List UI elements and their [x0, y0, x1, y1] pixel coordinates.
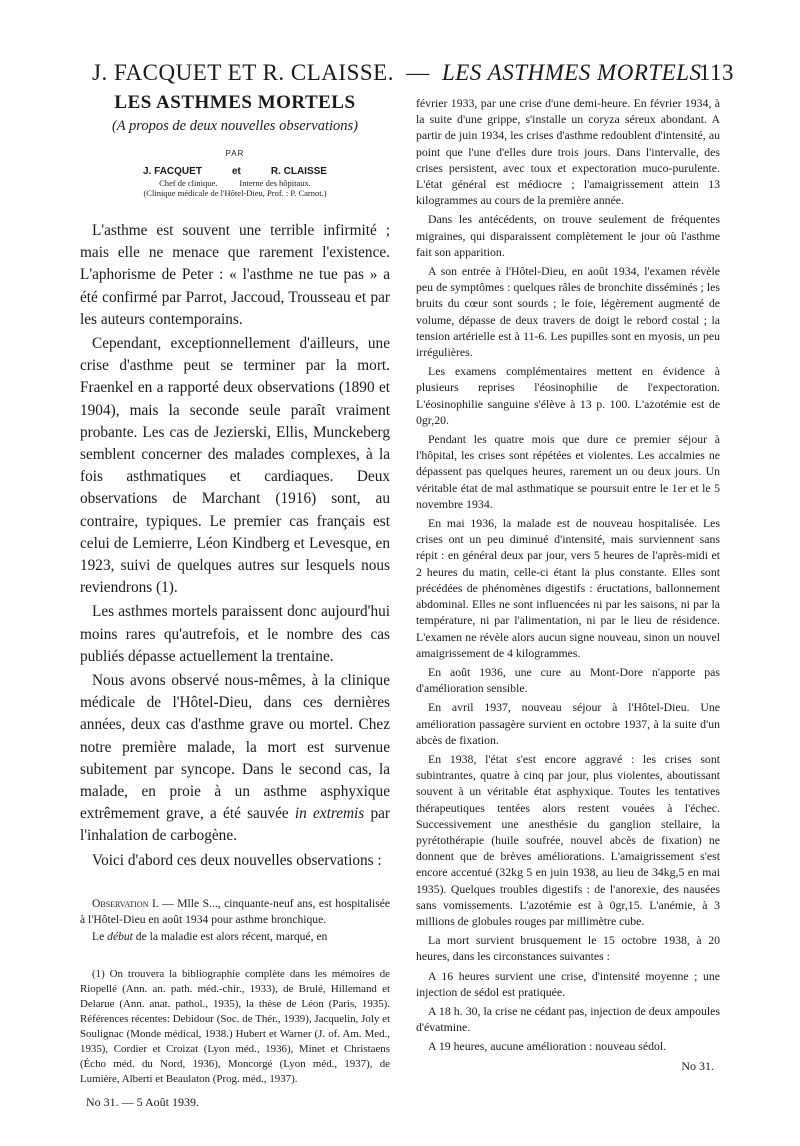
in-extremis-italic: in extremis [294, 805, 365, 823]
article-subtitle: (A propos de deux nouvelles observations) [111, 118, 359, 134]
observation-text: — Mlle S..., cinquante-neuf ans, est hospitalisée à l'Hôtel-Dieu en août 1934 pour asthme bronchique. [80, 896, 391, 927]
paragraph: En avril 1937, nouveau séjour à l'Hôtel-Dieu. Une amélioration passagère survient en octobre 1937, à la suite d'un abcès de fixation. [416, 700, 720, 747]
paragraph: En août 1936, une cure au Mont-Dore n'apporte pas d'amélioration sensible. [416, 664, 720, 696]
page-number: 113 [698, 60, 734, 85]
roles-line [80, 178, 390, 188]
issue-number-footer: No 31. [681, 1058, 714, 1073]
footnote: (1) On trouvera la bibliographie complète dans les mémoires de Riopellé (Ann. an. path. méd.-chir., 1933), de Brulé, Hillemand et Delarue (Ann. anat. pathol., 1935), la thèse de Léon (Paris, 1935). Références récentes: Debidour (Soc. de Thér., 1939), Jacquelin, Joly et Soulignac (Monde médical, 1938.) Hubert et Warner (J. of. Am. Med., 1935), Cordier et Croizat (Lyon méd., 1936), Minet et Christaens (Écho méd. du Nord, 1936), Moncorgé (Lyon méd., 1937), de Lumière, Alberti et Beaulaton (Prog. méd., 1937). [80, 968, 390, 1086]
running-head [92, 60, 734, 86]
paragraph: A 19 heures, aucune amélioration : nouveau sédol. [428, 1039, 667, 1054]
author-conjunction: et [231, 166, 241, 177]
paragraph: En mai 1936, la malade est de nouveau hospitalisée. Les crises ont un peu diminué d'intensité, mais surviennent sans répit : en général deux par jour, vers 5 heures de l'après-midi et 2 heures du matin, celle-ci étant la plus constante. Elles sont précédées de phénomènes digestifs : éructations, ballonnement abdominal. Elles ne sont influencées ni par les saisons, ni par la température, ni par l'alimentation, ni par le lieu de résidence. L'examen ne révèle alors aucun signe nouveau, sinon un nouvel amaigrissement de 4 kilogrammes. [416, 516, 720, 660]
paragraph: Les asthmes mortels paraissent donc aujourd'hui moins rares qu'autrefois, et le nombre des cas publiés dépasse actuellement la trentaine. [80, 603, 390, 665]
paragraph: La mort survient brusquement le 15 octobre 1938, à 20 heures, dans les circonstances suivantes : [416, 933, 720, 964]
author-1: J. FACQUET [143, 166, 202, 177]
intro-body [80, 220, 390, 872]
paragraph: A son entrée à l'Hôtel-Dieu, en août 1934, l'examen révèle peu de symptômes : quelques râles de bronchite disséminés ; les bruits du cœur sont sourds ; le foie, légèrement augmenté de volume, dépasse de deux travers de doigt le rebord costal ; la tension artérielle est à 11-6. Les pupilles sont en myosis, un peu irrégulières. [416, 264, 720, 360]
authors-line [80, 166, 390, 177]
clinic-affiliation: (Clinique médicale de l'Hôtel-Dieu, Prof. : P. Carnot.) [143, 188, 327, 198]
paragraph: Les examens complémentaires mettent en évidence à plusieurs reprises l'éosinophilie de l'expectoration. L'éosinophilie sanguine s'élève à 13 p. 100. L'azotémie est de 0gr,20. [416, 364, 720, 427]
par-label: PAR [225, 149, 245, 158]
paragraph: A 16 heures survient une crise, d'intensité moyenne ; une injection de sédol est pratiquée. [416, 968, 720, 999]
running-head-title: LES ASTHMES MORTELS [441, 60, 702, 85]
right-column [416, 95, 720, 1074]
paragraph: Voici d'abord ces deux nouvelles observations : [92, 851, 382, 869]
paragraph-tail: par l'inhalation de carbogène. [80, 805, 390, 845]
author-1-role: Chef de clinique. [159, 178, 218, 188]
paragraph: Pendant les quatre mois que dure ce premier séjour à l'hôpital, les crises sont répétées et violentes. Les accalmies ne dépassent pas quelques heures, rarement un ou deux jours. Un véritable état de mal asthmatique se poursuit entre le 1er et le 5 novembre 1934. [416, 432, 720, 511]
paragraph-text: Nous avons observé nous-mêmes, à la clinique médicale de l'Hôtel-Dieu, dans ces dernières années, deux cas d'asthme grave ou mortel. Chez notre première malade, la mort est survenue subitement par syncope. Dans le second cas, la malade, en proie à un asthme asphyxique extrêmement grave, a été sauvée [80, 672, 390, 823]
observation-label: Observation I. [92, 896, 159, 910]
observation-intro [80, 896, 390, 946]
observation-debut-paragraph [80, 929, 390, 946]
author-2: R. CLAISSE [270, 166, 327, 177]
paragraph: Dans les antécédents, on trouve seulement de fréquentes migraines, qui disparaissent complètement le jour où l'asthme fait son apparition. [416, 212, 720, 259]
paragraph: En 1938, l'état s'est encore aggravé : les crises sont subintrantes, quatre à cinq par jour, plus violentes, aboutissant souvent à un véritable état asphyxique. Toutes les tentatives thérapeutiques tentées alors restent vouées à l'échec. Successivement une anesthésie du ganglion stellaire, la pyrétothérapie (huile soufrée, nouvel abcès de fixation) ne donnent que de brèves améliorations. L'amaigrissement s'est encore accentué (32kg 5 en juin 1938, au lieu de 34kg,5 en mai 1935). Quelques troubles digestifs : de l'anorexie, des nausées sans vomissements. L'azotémie est à 0gr,15. L'anémie, à 3 millions de globules rouges par millimètre cube. [416, 751, 720, 928]
author-2-role: Interne des hôpitaux. [239, 178, 311, 188]
observation-debut-pre: Le [92, 929, 108, 943]
paragraph: Cependant, exceptionnellement d'ailleurs, une crise d'asthme peut se terminer par la mort. Fraenkel en a rapporté deux observations (1890 et 1904), mais la seconde seule paraît vraiment probante. Les cas de Jezierski, Ellis, Munckeberg semblent concerner des malades complexes, à la fois asthmatiques et cardiaques. Deux observations de Marchant (1916) sont, au contraire, typiques. Le premier cas français est celui de Lemierre, Léon Kindberg et Levesque, en 1923, suivi de quelques autres sur lesquels nous reviendrons (1). [80, 335, 390, 597]
running-head-authors: J. FACQUET ET R. CLAISSE. [92, 60, 394, 85]
paragraph: L'asthme est souvent une terrible infirmité ; mais elle ne menace que rarement l'existence. L'aphorisme de Peter : « l'asthme ne tue pas » a été confirmé par Parrot, Jaccoud, Trousseau et par les auteurs contemporains. [80, 222, 390, 328]
observation-debut-post: de la maladie est alors récent, marqué, en [132, 929, 328, 943]
paragraph: février 1933, par une crise d'une demi-heure. En février 1934, à la suite d'une grippe, s'installe un coryza séreux abondant. A partir de juin 1934, les crises d'asthme redoublent d'intensité, au point que l'une d'elles dure trois jours. Dans l'intervalle, des crises persistent, avec toux et expectoration muco-purulente. L'état général est médiocre ; l'amaigrissement attein 13 kilogrammes au cours de la première année. [416, 96, 720, 208]
paragraph [80, 670, 390, 848]
running-head-dash: — [406, 60, 430, 85]
observation-heading-paragraph [80, 896, 390, 929]
article-title: LES ASTHMES MORTELS [114, 92, 356, 113]
observation-debut-word: début [107, 929, 133, 943]
left-column [80, 92, 390, 1110]
issue-footer: No 31. — 5 Août 1939. [86, 1095, 200, 1110]
paragraph: A 18 h. 30, la crise ne cédant pas, injection de deux ampoules d'évatmine. [416, 1003, 720, 1035]
